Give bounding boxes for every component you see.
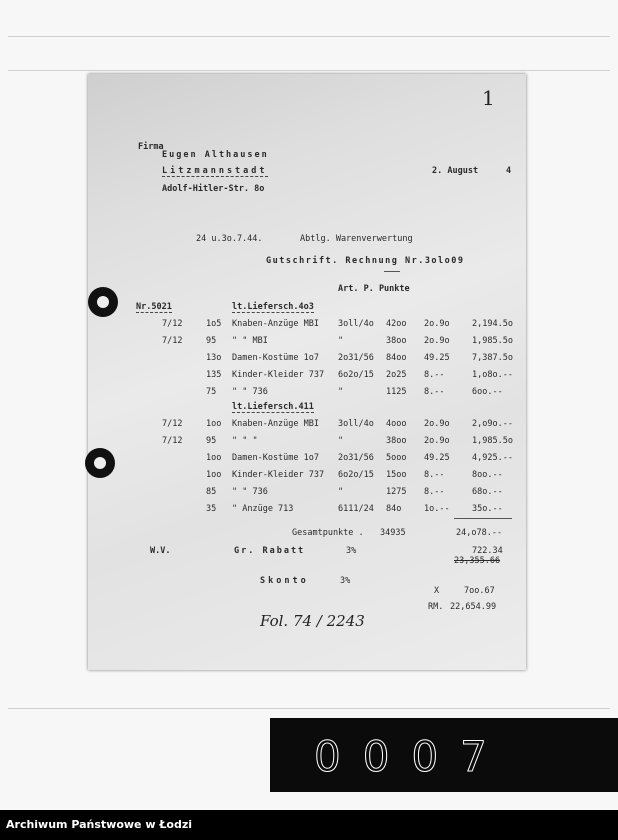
cell-total: 4,925.-- (472, 453, 513, 463)
cell-price: 8.-- (424, 370, 445, 380)
cell-item: Damen-Kostüme 1o7 (232, 453, 319, 463)
punch-hole (85, 448, 115, 478)
firm-name: Eugen Althausen (162, 150, 269, 160)
firm-label: Firma (138, 142, 164, 152)
skonto-percent: 3% (340, 576, 351, 586)
cell-art: 3oll/4o (338, 319, 374, 329)
cell-q: 1oo (206, 453, 222, 463)
cell-item: Kinder-Kleider 737 (232, 370, 325, 380)
cell-total: 35o.-- (472, 504, 503, 514)
cell-total: 1,o8o.-- (472, 370, 513, 380)
cell-item: Kinder-Kleider 737 (232, 470, 325, 480)
cell-q: 135 (206, 370, 222, 380)
cell-pts: 2o25 (386, 370, 407, 380)
cell-d: 7/12 (162, 336, 183, 346)
final-amount: 22,654.99 (450, 602, 497, 612)
discount-percent: 3% (346, 546, 357, 556)
cell-price: 2o.9o (424, 436, 450, 446)
cell-pts: 38oo (386, 336, 407, 346)
cell-item: " " MBI (232, 336, 268, 346)
cell-price: 2o.9o (424, 336, 450, 346)
title-underline (384, 271, 400, 272)
cell-item: " " 736 (232, 487, 268, 497)
cell-item: Damen-Kostüme 1o7 (232, 353, 319, 363)
total-points: 34935 (380, 528, 406, 538)
ref-dates: 24 u.3o.7.44. (196, 234, 263, 244)
cell-pts: 1275 (386, 487, 407, 497)
cell-pts: 38oo (386, 436, 407, 446)
cell-price: 8.-- (424, 487, 445, 497)
frame-counter: 0007 (314, 732, 509, 781)
final-label: RM. (428, 602, 444, 612)
cell-item: Knaben-Anzüge MBI (232, 319, 319, 329)
column-header: Art. P. Punkte (338, 284, 410, 294)
cell-q: 35 (206, 504, 217, 514)
section-heading-2: lt.Liefersch.411 (232, 402, 314, 412)
cell-price: 2o.9o (424, 319, 450, 329)
cell-art: " (338, 336, 344, 346)
cell-pts: 42oo (386, 319, 407, 329)
wv-label: W.V. (150, 546, 171, 556)
cell-art: " (338, 387, 344, 397)
scan-line (8, 708, 610, 709)
date-suffix: 4 (506, 166, 512, 176)
cell-q: 1o5 (206, 319, 222, 329)
street: Adolf-Hitler-Str. 8o (162, 184, 265, 194)
cell-pts: 1125 (386, 387, 407, 397)
cell-q: 13o (206, 353, 222, 363)
cell-art: 2o31/56 (338, 353, 374, 363)
cell-pts: 5ooo (386, 453, 407, 463)
scan-line (8, 70, 610, 71)
cell-art: 6o2o/15 (338, 370, 374, 380)
section-heading-1: lt.Liefersch.4o3 (232, 302, 314, 312)
cell-item: " " 736 (232, 387, 268, 397)
cell-price: 8.-- (424, 387, 445, 397)
cell-art: 3oll/4o (338, 419, 374, 429)
cell-item: " Anzüge 713 (232, 504, 294, 514)
cell-total: 68o.-- (472, 487, 503, 497)
archive-name: Archiwum Państwowe w Łodzi (6, 818, 193, 831)
cell-pts: 15oo (386, 470, 407, 480)
cell-art: " (338, 487, 344, 497)
cell-price: 8.-- (424, 470, 445, 480)
cell-total: 1,985.5o (472, 436, 513, 446)
frame-counter-panel (270, 718, 618, 792)
punch-hole (88, 287, 118, 317)
cell-art: 6111/24 (338, 504, 374, 514)
cell-price: 49.25 (424, 353, 450, 363)
cell-total: 2,o9o.-- (472, 419, 513, 429)
cell-item: Knaben-Anzüge MBI (232, 419, 319, 429)
cell-q: 85 (206, 487, 217, 497)
cell-q: 1oo (206, 419, 222, 429)
handwritten-folio: Fol. 74 / 2243 (260, 612, 365, 630)
sum-rule (454, 518, 512, 519)
invoice-paper (88, 74, 526, 670)
department: Abtlg. Warenverwertung (300, 234, 413, 244)
cell-price: 2o.9o (424, 419, 450, 429)
scan-line (8, 36, 610, 37)
document-title: Gutschrift. Rechnung Nr.3olo09 (266, 256, 465, 266)
cell-q: 75 (206, 387, 217, 397)
cell-q: 95 (206, 336, 217, 346)
cell-pts: 4ooo (386, 419, 407, 429)
total-label: Gesamtpunkte . (292, 528, 364, 538)
skonto-amount: 7oo.67 (464, 586, 495, 596)
cell-d: 7/12 (162, 419, 183, 429)
footer-bar (0, 810, 618, 840)
cell-art: 6o2o/15 (338, 470, 374, 480)
discount-label: Gr. Rabatt (234, 546, 306, 556)
cell-art: " (338, 436, 344, 446)
cell-pts: 84o (386, 504, 402, 514)
total-amount: 24,o78.-- (456, 528, 503, 538)
page-number-mark: 1 (482, 86, 495, 110)
subtotal: 23,355.66 (454, 556, 501, 566)
cell-item: " " " (232, 436, 258, 446)
date: 2. August (432, 166, 479, 176)
skonto-x: X (434, 586, 440, 596)
cell-art: 2o31/56 (338, 453, 374, 463)
discount-amount: 722.34 (472, 546, 503, 556)
cell-d: 7/12 (162, 436, 183, 446)
cell-total: 6oo.-- (472, 387, 503, 397)
cell-total: 7,387.5o (472, 353, 513, 363)
cell-d: 7/12 (162, 319, 183, 329)
cell-total: 1,985.5o (472, 336, 513, 346)
cell-total: 2,194.5o (472, 319, 513, 329)
skonto-label: Skonto (260, 576, 309, 586)
cell-total: 8oo.-- (472, 470, 503, 480)
order-number: Nr.5021 (136, 302, 172, 312)
cell-q: 1oo (206, 470, 222, 480)
cell-q: 95 (206, 436, 217, 446)
city: Litzmannstadt (162, 166, 268, 176)
cell-pts: 84oo (386, 353, 407, 363)
cell-price: 1o.-- (424, 504, 450, 514)
cell-price: 49.25 (424, 453, 450, 463)
